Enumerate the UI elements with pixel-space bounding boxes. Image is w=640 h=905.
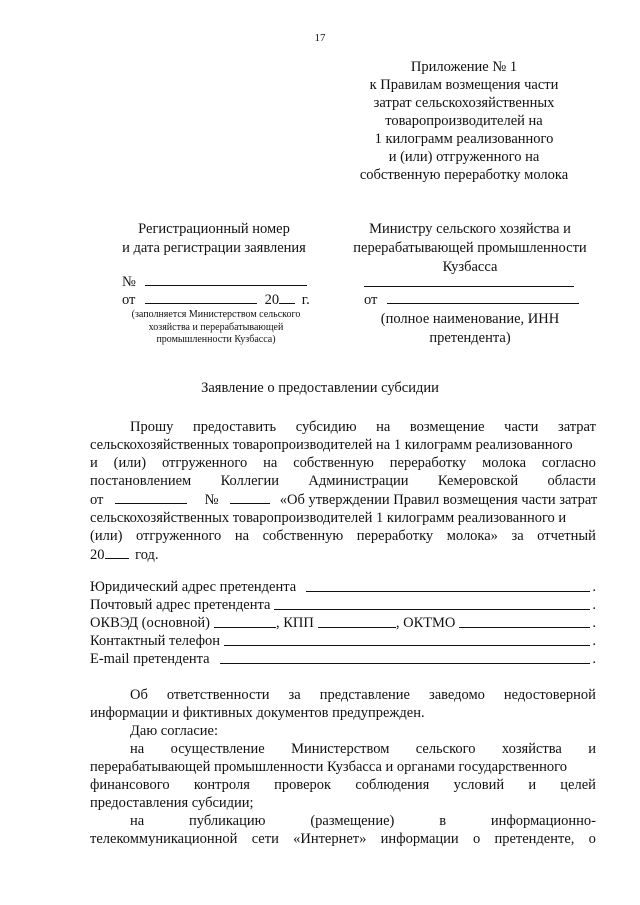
registration-note: [106, 309, 326, 347]
addressee-from-row: [364, 290, 579, 309]
registration-note-line: хозяйства и перерабатывающей: [148, 321, 284, 333]
consent-line: [90, 740, 596, 758]
word: контроля: [193, 777, 250, 793]
oktmo-field[interactable]: [459, 626, 590, 628]
appendix-line: и (или) отгруженного на: [388, 149, 540, 165]
word: (размещение): [310, 813, 395, 829]
word: соблюдения: [355, 777, 430, 793]
addressee-block: [345, 220, 595, 277]
email-label: E-mail претендента: [90, 651, 210, 667]
word: сети: [251, 831, 279, 847]
word: отчетный: [537, 528, 596, 544]
okved-label: ОКВЭД (основной): [90, 615, 211, 631]
registration-title-line: Регистрационный номер: [138, 221, 290, 237]
oktmo-label: , ОКТМО: [395, 615, 456, 631]
word: Прошу: [130, 419, 174, 435]
addressee-note-line: (полное наименование, ИНН: [380, 311, 560, 327]
request-line: 20 год.: [90, 547, 159, 563]
word: хозяйства: [501, 741, 562, 757]
postal-address-field[interactable]: [274, 608, 590, 610]
word: «Интернет»: [293, 831, 367, 847]
word: согласно: [541, 455, 596, 471]
word: на: [130, 813, 145, 829]
word: молока: [482, 455, 527, 471]
word: Администрации: [308, 473, 409, 489]
email-row: [90, 650, 596, 668]
page-number: 17: [314, 32, 326, 44]
number-label: №: [122, 274, 136, 290]
word: переработку: [356, 528, 434, 544]
word: Коллегии: [220, 473, 279, 489]
word: осуществление: [170, 741, 265, 757]
appendix-line: 1 килограмм реализованного: [374, 131, 554, 147]
registration-note-line: (заполняется Министерством сельского: [131, 309, 301, 320]
word: отгруженного: [161, 455, 248, 471]
word: собственную: [262, 528, 344, 544]
registration-note-line: промышленности Кузбасса): [156, 334, 276, 345]
registration-title-line: и дата регистрации заявления: [122, 240, 306, 256]
registration-date-field[interactable]: [145, 290, 257, 304]
request-paragraph: [90, 418, 596, 564]
postal-address-row: [90, 596, 596, 614]
word: постановлением: [90, 473, 192, 489]
okved-field[interactable]: [214, 626, 276, 628]
addressee-blank-line[interactable]: [364, 286, 574, 287]
word: условий: [453, 777, 505, 793]
word: возмещение: [409, 419, 485, 435]
word: за: [288, 687, 301, 703]
appendix-header: [340, 58, 588, 184]
word: предоставить: [192, 419, 277, 435]
word: собственную: [293, 455, 374, 471]
responsibility-line: [90, 686, 596, 704]
word: Об: [130, 687, 148, 703]
word: заведомо: [428, 687, 485, 703]
word: проверок: [274, 777, 332, 793]
end-dot: .: [592, 633, 596, 649]
word: о: [588, 831, 596, 847]
legal-address-label: Юридический адрес претендента: [90, 579, 297, 595]
responsibility-paragraph: [90, 686, 596, 848]
word: и: [528, 777, 537, 793]
consent-line: предоставления субсидии;: [90, 795, 254, 811]
word: в: [439, 813, 447, 829]
appendix-line: товаропроизводителей на: [385, 113, 543, 129]
kpp-field[interactable]: [318, 626, 396, 628]
responsibility-line: информации и фиктивных документов предупрежден.: [90, 705, 425, 721]
word: (или): [113, 455, 147, 471]
consent-line: [90, 776, 596, 794]
word: претенденте,: [494, 831, 575, 847]
reporting-year-field[interactable]: [105, 545, 129, 559]
phone-label: Контактный телефон: [90, 633, 221, 649]
word: телекоммуникационной: [90, 831, 238, 847]
request-line: сельскохозяйственных товаропроизводителей на 1 килограмм реализованного: [90, 437, 573, 453]
word: и: [588, 741, 596, 757]
word: затрат: [557, 419, 596, 435]
word: отгруженного: [135, 528, 222, 544]
year-suffix: г.: [301, 292, 310, 308]
from-label: от: [122, 292, 136, 308]
registration-number-field[interactable]: [145, 272, 307, 286]
request-line: [90, 472, 596, 490]
word: финансового: [90, 777, 170, 793]
from-label: от: [364, 292, 378, 308]
legal-address-field[interactable]: [306, 590, 590, 592]
registration-year-field[interactable]: [279, 290, 295, 304]
addressee-line: Кузбасса: [442, 259, 498, 275]
end-dot: .: [592, 615, 596, 631]
end-dot: .: [592, 579, 596, 595]
request-line: [90, 418, 596, 436]
word: Кемеровской: [437, 473, 519, 489]
consent-line: перерабатывающей промышленности Кузбасса и органами государственного: [90, 759, 567, 775]
resolution-number-field[interactable]: [230, 490, 270, 504]
end-dot: .: [592, 651, 596, 667]
word: Министерством: [291, 741, 390, 757]
resolution-date-field[interactable]: [115, 490, 187, 504]
appendix-line: собственную переработку молока: [359, 167, 569, 183]
word: на: [263, 455, 278, 471]
request-line: [90, 454, 596, 472]
email-field[interactable]: [220, 662, 591, 664]
consent-line: [90, 830, 596, 848]
word: представление: [319, 687, 410, 703]
addressee-note: [370, 310, 570, 348]
word: субсидию: [295, 419, 357, 435]
word: информационно-: [490, 813, 596, 829]
word: недостоверной: [503, 687, 596, 703]
addressee-line: Министру сельского хозяйства и: [369, 221, 571, 237]
word: на: [376, 419, 391, 435]
word: о: [472, 831, 481, 847]
year-prefix: 20: [264, 292, 280, 308]
applicant-name-field[interactable]: [387, 290, 579, 304]
phone-row: [90, 632, 596, 650]
word: на: [234, 528, 250, 544]
addressee-note-line: претендента): [429, 330, 511, 346]
end-dot: .: [592, 597, 596, 613]
word: информации: [380, 831, 459, 847]
word: и: [90, 455, 98, 471]
registration-date-row: [122, 290, 310, 309]
word: целей: [560, 777, 596, 793]
statement-title: Заявление о предоставлении субсидии: [201, 380, 439, 396]
word: (или): [90, 528, 123, 544]
word: переработку: [389, 455, 467, 471]
kpp-label: , КПП: [276, 615, 314, 631]
appendix-line: Приложение № 1: [410, 59, 518, 75]
word: публикацию: [189, 813, 266, 829]
word: части: [504, 419, 539, 435]
phone-field[interactable]: [224, 644, 590, 646]
word: ответственности: [166, 687, 270, 703]
legal-address-row: [90, 578, 596, 596]
registration-title: [94, 220, 334, 258]
consent-heading: Даю согласие:: [130, 723, 219, 739]
word: сельского: [415, 741, 476, 757]
consent-line: [90, 812, 596, 830]
addressee-line: перерабатывающей промышленности: [353, 240, 587, 256]
request-line: [90, 527, 596, 545]
request-line: от № «Об утверждении Правил возмещения части затрат: [90, 492, 598, 508]
appendix-line: к Правилам возмещения части: [369, 77, 559, 93]
word: молока»: [446, 528, 498, 544]
postal-address-label: Почтовый адрес претендента: [90, 597, 271, 613]
appendix-line: затрат сельскохозяйственных: [373, 95, 555, 111]
word: за: [511, 528, 524, 544]
word: области: [547, 473, 596, 489]
registration-number-row: [122, 272, 307, 291]
codes-row: [90, 614, 596, 632]
request-line: сельскохозяйственных товаропроизводителей 1 килограмм реализованного и: [90, 510, 567, 526]
word: на: [130, 741, 145, 757]
